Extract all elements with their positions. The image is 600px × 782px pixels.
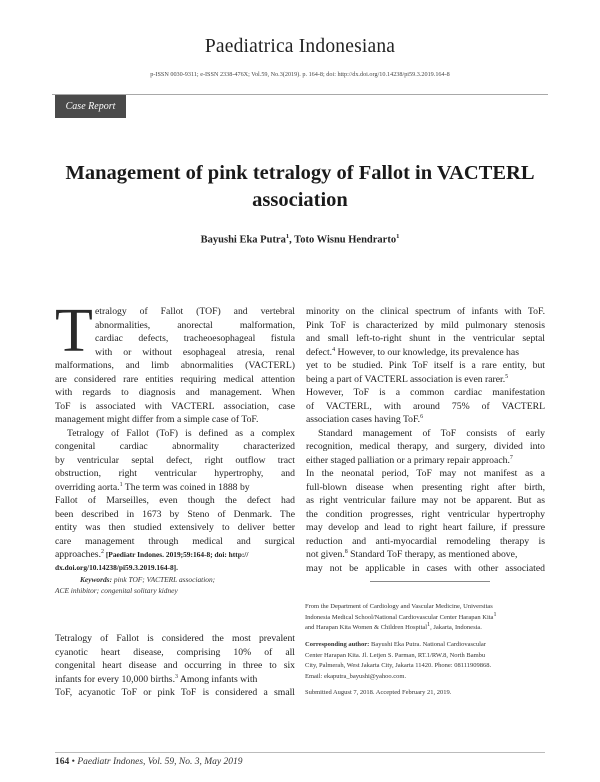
- affiliation-sup: 1: [427, 621, 431, 628]
- citation-block: [Paediatr Indones. 2019;59:164-8; doi: http://: [104, 550, 249, 559]
- affiliation-sup: 1: [285, 233, 290, 240]
- footer-bullet: •: [69, 757, 78, 767]
- text-fragment: Among infants with: [178, 673, 258, 685]
- text-fragment: Indonesia Medical School/National Cardiovascular Center Harapan Kita: [305, 613, 494, 621]
- text-line: However, ToF is a common cardiac manifestation: [306, 387, 545, 398]
- citation-sup: 5: [505, 373, 509, 380]
- keywords: [55, 574, 290, 596]
- text-line: Fallot of Marseilles, even though the defect had: [55, 495, 295, 506]
- text-line: of VACTERL, with around 75% of VACTERL: [306, 400, 545, 412]
- author-name: Toto Wisnu Hendrarto: [294, 234, 397, 246]
- text-line: reduction and anti-myocardial remodeling therapy is: [306, 535, 545, 547]
- citation-sup: 4: [332, 346, 336, 353]
- text-line: the condition progresses, right ventricular hypertrophy: [306, 508, 545, 520]
- text-line: [306, 346, 545, 359]
- text-fragment: being a part of VACTERL association is even rarer.: [306, 373, 506, 385]
- text-line: [306, 373, 545, 386]
- article-title: [60, 160, 540, 214]
- text-line: Standard management of ToF consists of early: [318, 427, 545, 439]
- text-line: care management through medical and surgical: [55, 535, 295, 547]
- citation-block: dx.doi.org/10.14238/pi59.3.2019.164-8].: [55, 563, 178, 572]
- affiliation-line: From the Department of Cardiology and Vascular Medicine, Universitas: [305, 603, 493, 610]
- text-fragment: and Harapan Kita Women & Children Hospital: [305, 624, 428, 631]
- affiliation-sup: 1: [493, 611, 497, 618]
- section-tag: Case Report: [55, 95, 126, 118]
- affiliation-line: City, Palmerah, West Jakarta City, Jakarta 11420. Phone: 08111909868.: [305, 662, 492, 669]
- keywords-label: Keywords:: [80, 575, 113, 584]
- text-line: Pink ToF is characterized by mild pulmonary stenosis: [306, 319, 545, 331]
- text-fragment: However, to our knowledge, its prevalence has: [335, 346, 519, 358]
- text-line: minority on the clinical spectrum of infants with ToF.: [306, 306, 545, 317]
- text-line: cardiac defects, tracheoesophageal fistula: [95, 333, 295, 344]
- text-line: may develop and lead to right heart failure, if pressure: [306, 522, 545, 533]
- text-line: Tetralogy of Fallot is considered the most prevalent: [55, 633, 295, 644]
- text-line: may not be applicable in cases with other associated: [306, 562, 545, 574]
- issn-doi-line: p-ISSN 0030-9311; e-ISSN 2338-476X; Vol.59, No.3(2019). p. 164-8; doi: http://dx.doi.org/10.14238/pi59.3.2019.164-8: [150, 71, 450, 78]
- affiliation-line: Email: ekaputra_bayushi@yahoo.com.: [305, 672, 407, 680]
- text-line: with or without esophageal atresia, renal: [95, 346, 295, 358]
- text-fragment: either staged palliation or a primary repair approach.: [306, 454, 510, 466]
- text-fragment: infants for every 10,000 births.: [55, 673, 175, 685]
- affiliation-sup: 1: [396, 233, 400, 240]
- text-line: yet to be studied. Pink ToF itself is a rare entity, but: [306, 360, 545, 371]
- text-fragment: Jakarta, Indonesia.: [433, 624, 482, 631]
- text-line: with regards to diagnosis and management. When: [55, 387, 295, 398]
- text-line: full-blown disease when presenting right after birth,: [306, 481, 545, 493]
- author-separator: ,: [289, 234, 295, 246]
- text-fragment: Bayushi Eka Putra. National Cardiovascular: [369, 641, 486, 648]
- footer-rule: [55, 752, 545, 753]
- text-line: abnormalities, anorectal malformation,: [95, 319, 295, 331]
- text-line: malformations, and limb abnormalities (VACTERL): [55, 360, 295, 371]
- text-line: [306, 413, 423, 426]
- author-name: Bayushi Eka Putra: [200, 234, 286, 246]
- text-fragment: Standard ToF therapy, as mentioned above,: [347, 549, 518, 560]
- text-line: recognition, medical therapy, and surgery, divided into: [306, 441, 545, 452]
- text-line: and small left-to-right shunt in the ventricular septal: [306, 333, 545, 344]
- keywords-text: pink TOF; VACTERL association;: [113, 575, 216, 584]
- text-line: [55, 548, 248, 561]
- text-line: management might differ from a simple case of ToF.: [55, 414, 259, 425]
- text-line: entity was then studied extensively to deliver better: [55, 522, 295, 533]
- affiliation-rule: [370, 581, 490, 582]
- author-list: [0, 233, 600, 246]
- footer-journal-ref: Paediatr Indones, Vol. 59, No. 3, May 2019: [77, 757, 243, 767]
- citation-sup: 6: [420, 413, 424, 420]
- text-line: congenital heart disease and occurring in three to six: [55, 660, 295, 671]
- text-line: as right ventricular failure may not be apparent. But as: [306, 495, 545, 506]
- text-fragment: The term was coined in 1888 by: [122, 481, 250, 493]
- text-line: [306, 454, 545, 467]
- header-rule: [52, 94, 548, 95]
- page-footer: [55, 757, 243, 767]
- text-line: Tetralogy of Fallot (ToF) is defined as a complex: [67, 427, 295, 439]
- text-line: been described in 1673 by Steno of Denmark. The: [55, 508, 295, 520]
- text-line: by ventricular septal defect, right outflow tract: [55, 454, 295, 466]
- text-line: etralogy of Fallot (TOF) and vertebral: [95, 306, 295, 317]
- citation-sup: 2: [101, 548, 104, 555]
- text-fragment: ,: [430, 624, 434, 631]
- citation-sup: 7: [509, 454, 513, 461]
- article-title-line: association: [252, 189, 348, 211]
- text-line: are considered rare entities requiring medical attention: [55, 373, 295, 385]
- article-title-line: Management of pink tetralogy of Fallot in VACTERL: [65, 162, 535, 184]
- submission-dates: Submitted August 7, 2018. Accepted February 21, 2019.: [305, 689, 452, 696]
- affiliation-line: [305, 640, 486, 650]
- text-line: cyanotic heart disease, comprising 10% of all: [55, 646, 295, 658]
- text-line: congenital cardiac abnormality characterized: [55, 441, 295, 452]
- affiliation-line: [305, 613, 496, 623]
- drop-cap: T: [55, 297, 93, 365]
- page-number: 164: [55, 757, 70, 767]
- text-line: ToF, acyanotic ToF or pink ToF is considered a small: [55, 687, 295, 698]
- keywords-line: [80, 574, 290, 585]
- text-line: ToF is associated with VACTERL association, case: [55, 400, 295, 412]
- text-line: [55, 673, 295, 686]
- citation-sup: 8: [344, 548, 348, 555]
- text-fragment: approaches.: [55, 549, 101, 560]
- journal-title: Paediatrica Indonesiana: [204, 36, 396, 57]
- keywords-text: ACE inhibitor; congenital solitary kidney: [55, 586, 178, 595]
- citation-sup: 3: [175, 673, 178, 680]
- affiliation-line: [305, 623, 482, 633]
- corresponding-label: Corresponding author:: [305, 641, 370, 648]
- text-line: [306, 548, 545, 561]
- text-fragment: defect.: [306, 346, 333, 358]
- text-line: In the neonatal period, ToF may not manifest as a: [306, 468, 545, 479]
- text-line: [55, 481, 295, 494]
- affiliation-line: Center Harapan Kita. Jl. Letjen S. Parman, RT.1/RW.8, North Bambu: [305, 651, 486, 659]
- text-fragment: overriding aorta.: [55, 481, 120, 493]
- text-line: obstruction, right ventricular hypertrophy, and: [55, 468, 295, 479]
- citation-sup: 1: [119, 481, 123, 488]
- text-fragment: not given.: [306, 549, 345, 560]
- text-fragment: association cases having ToF.: [306, 414, 421, 425]
- text-line: [55, 561, 178, 574]
